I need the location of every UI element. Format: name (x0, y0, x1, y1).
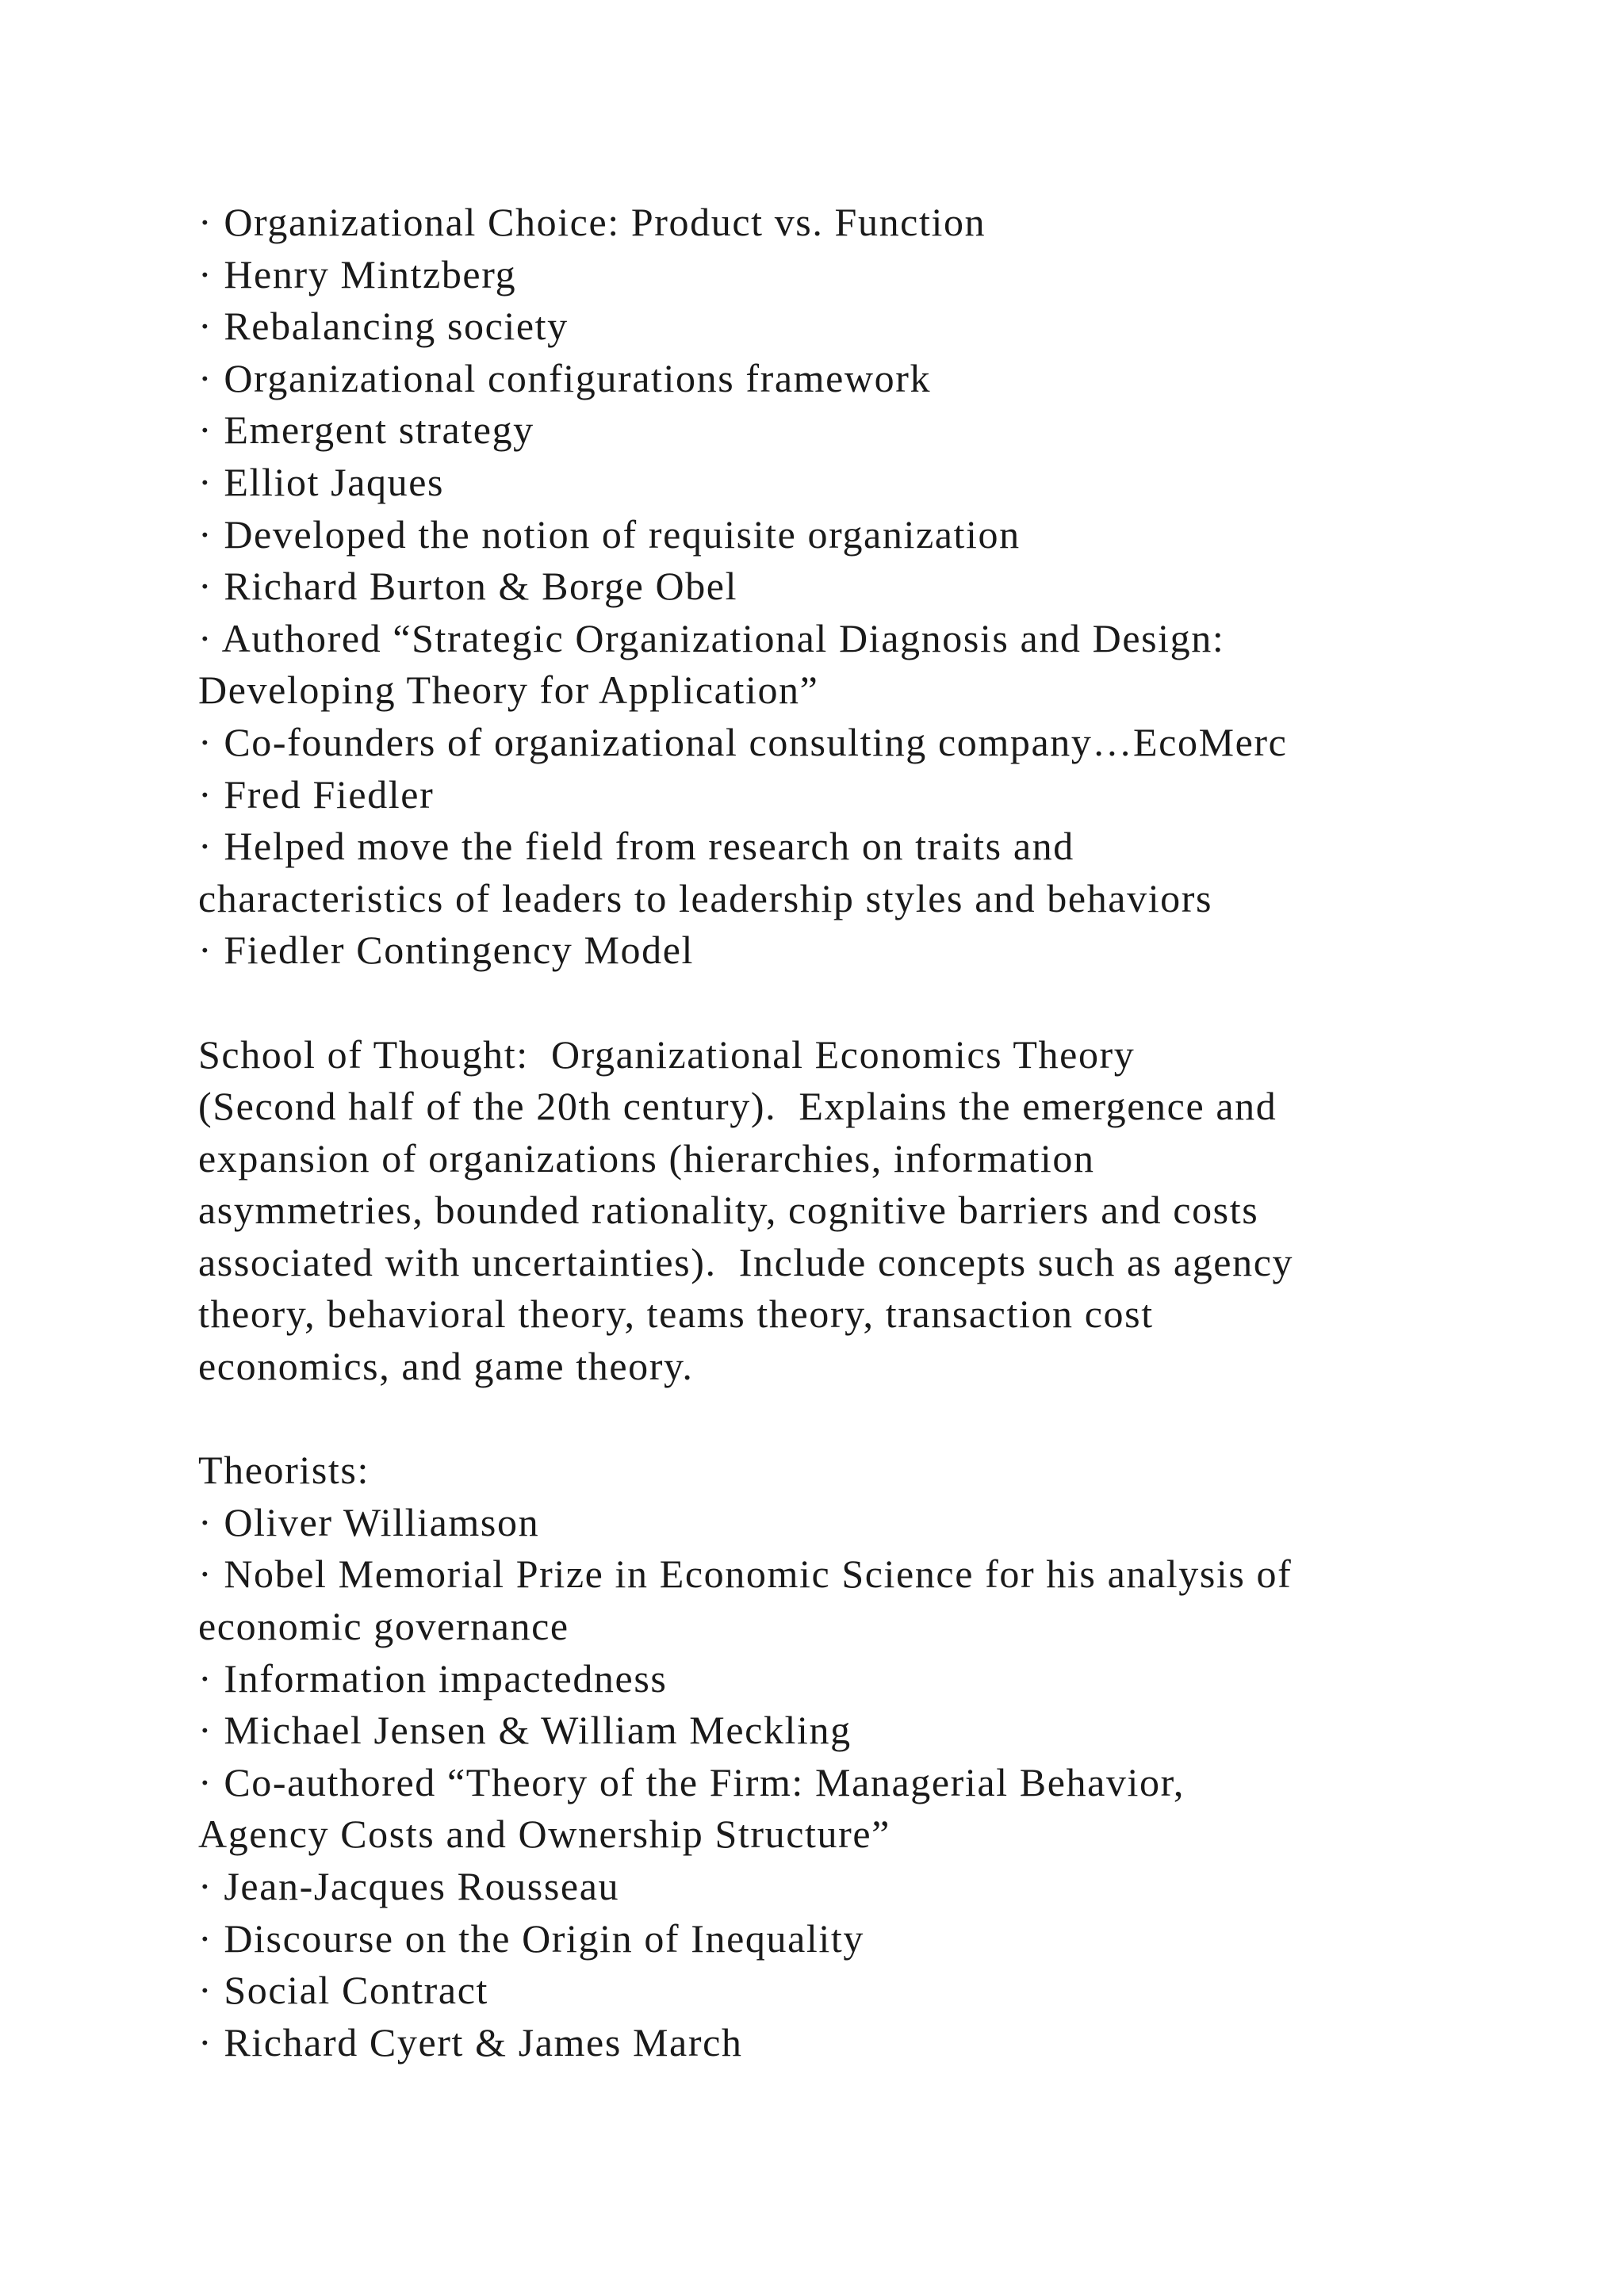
text-line: associated with uncertainties). Include concepts such as agency (198, 1239, 1294, 1284)
text-line: characteristics of leaders to leadership styles and behaviors (198, 875, 1213, 920)
text-line: · Henry Mintzberg (198, 251, 517, 297)
text-line: · Michael Jensen & William Meckling (198, 1708, 852, 1753)
text-line: · Elliot Jaques (198, 459, 445, 504)
text-line: · Richard Burton & Borge Obel (198, 564, 738, 609)
text-line: · Authored “Strategic Organizational Diagnosis and Design: (198, 615, 1225, 660)
text-line: · Rebalancing society (198, 304, 569, 349)
text-line: · Helped move the field from research on traits and (198, 824, 1074, 869)
theorists-list-continued (198, 197, 1515, 977)
text-line: economic governance (198, 1604, 569, 1649)
text-line: asymmetries, bounded rationality, cognitive barriers and costs (198, 1188, 1259, 1233)
text-line: · Social Contract (198, 1968, 488, 2013)
school-of-thought-paragraph (198, 1029, 1515, 1393)
text-line: (Second half of the 20th century). Explains the emergence and (198, 1084, 1277, 1129)
text-line: Developing Theory for Application” (198, 668, 819, 713)
document-text (198, 197, 1515, 2068)
text-line: · Emergent strategy (198, 408, 534, 453)
text-line: theory, behavioral theory, teams theory, transaction cost (198, 1292, 1154, 1337)
text-line: economics, and game theory. (198, 1344, 694, 1389)
paragraph-spacer (198, 977, 1515, 1029)
text-line: · Fiedler Contingency Model (198, 928, 695, 973)
text-line: · Developed the notion of requisite organization (198, 511, 1021, 557)
text-line: · Co-founders of organizational consulting company…EcoMerc (198, 719, 1288, 764)
text-line: · Information impactedness (198, 1655, 668, 1701)
text-line: · Jean-Jacques Rousseau (198, 1864, 620, 1908)
text-line: · Co-authored “Theory of the Firm: Managerial Behavior, (198, 1759, 1185, 1804)
theorists-list (198, 1445, 1515, 2068)
text-line: Agency Costs and Ownership Structure” (198, 1812, 891, 1857)
text-line: · Organizational Choice: Product vs. Function (198, 200, 986, 244)
text-line: expansion of organizations (hierarchies, information (198, 1135, 1095, 1181)
theorists-heading: Theorists: (198, 1448, 370, 1493)
text-line: · Richard Cyert & James March (198, 2019, 743, 2064)
text-line: · Discourse on the Origin of Inequality (198, 1915, 864, 1961)
text-line: · Nobel Memorial Prize in Economic Science for his analysis of (198, 1552, 1293, 1597)
text-line: · Oliver Williamson (198, 1499, 540, 1544)
paragraph-spacer (198, 1393, 1515, 1445)
text-line: · Fred Fiedler (198, 771, 435, 817)
text-line: School of Thought: Organizational Economics Theory (198, 1031, 1136, 1077)
text-line: · Organizational configurations framework (198, 355, 932, 400)
